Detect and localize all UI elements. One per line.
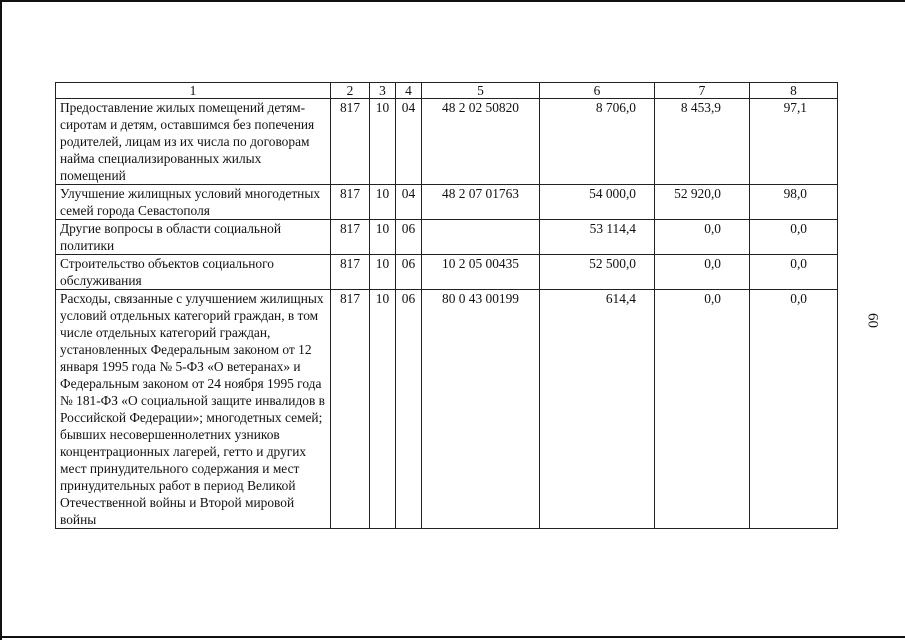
budget-table (55, 82, 838, 529)
scan-edge-left (0, 0, 2, 640)
row-col6: 52 500,0 (540, 255, 655, 290)
row-col6: 54 000,0 (540, 185, 655, 220)
row-col8: 98,0 (750, 185, 838, 220)
row-col7: 0,0 (655, 290, 750, 529)
row-name: Другие вопросы в области социальной политики (56, 220, 331, 255)
header-col-6: 6 (540, 83, 655, 99)
row-col7: 8 453,9 (655, 99, 750, 185)
row-col3: 10 (370, 99, 396, 185)
row-col3: 10 (370, 290, 396, 529)
row-col5: 10 2 05 00435 (422, 255, 540, 290)
row-name: Улучшение жилищных условий многодетных семей города Севастополя (56, 185, 331, 220)
row-col2: 817 (331, 255, 370, 290)
page-number: 60 (864, 313, 881, 328)
header-row (56, 83, 838, 99)
header-col-8: 8 (750, 83, 838, 99)
row-col7: 52 920,0 (655, 185, 750, 220)
header-col-1: 1 (56, 83, 331, 99)
row-col2: 817 (331, 185, 370, 220)
table-row (56, 290, 838, 529)
header-col-4: 4 (396, 83, 422, 99)
row-col3: 10 (370, 185, 396, 220)
row-col6: 614,4 (540, 290, 655, 529)
row-col2: 817 (331, 290, 370, 529)
row-name: Строительство объектов социального обслуживания (56, 255, 331, 290)
row-name: Предоставление жилых помещений детям-сиротам и детям, оставшимся без попечения родителей, лицам из их числа по договорам найма специализированных жилых помещений (56, 99, 331, 185)
header-col-7: 7 (655, 83, 750, 99)
scan-edge-bottom (0, 636, 905, 638)
row-col4: 04 (396, 99, 422, 185)
table-row (56, 255, 838, 290)
row-col8: 97,1 (750, 99, 838, 185)
row-col2: 817 (331, 99, 370, 185)
row-col7: 0,0 (655, 220, 750, 255)
row-col3: 10 (370, 255, 396, 290)
row-col5: 48 2 02 50820 (422, 99, 540, 185)
header-col-2: 2 (331, 83, 370, 99)
row-col5 (422, 220, 540, 255)
row-col4: 06 (396, 220, 422, 255)
row-col7: 0,0 (655, 255, 750, 290)
row-col5: 48 2 07 01763 (422, 185, 540, 220)
header-col-3: 3 (370, 83, 396, 99)
row-col2: 817 (331, 220, 370, 255)
row-col3: 10 (370, 220, 396, 255)
table-row (56, 185, 838, 220)
row-col4: 04 (396, 185, 422, 220)
scan-edge-top (0, 0, 905, 2)
row-col8: 0,0 (750, 255, 838, 290)
row-name: Расходы, связанные с улучшением жилищных условий отдельных категорий граждан, в том числе отдельных категорий граждан, установленных Федеральным законом от 12 января 1995 года № 5-ФЗ «О ветеранах» и Федеральным законом от 24 ноября 1995 года № 181-ФЗ «О социальной защите инвалидов в Российской Федерации»; многодетных семей; бывших несовершеннолетних узников концентрационных лагерей, гетто и других мест принудительного содержания и мест принудительных работ в период Великой Отечественной войны и Второй мировой войны (56, 290, 331, 529)
row-col6: 53 114,4 (540, 220, 655, 255)
header-col-5: 5 (422, 83, 540, 99)
row-col8: 0,0 (750, 290, 838, 529)
row-col4: 06 (396, 255, 422, 290)
row-col6: 8 706,0 (540, 99, 655, 185)
table-row (56, 99, 838, 185)
table-row (56, 220, 838, 255)
row-col5: 80 0 43 00199 (422, 290, 540, 529)
row-col8: 0,0 (750, 220, 838, 255)
row-col4: 06 (396, 290, 422, 529)
